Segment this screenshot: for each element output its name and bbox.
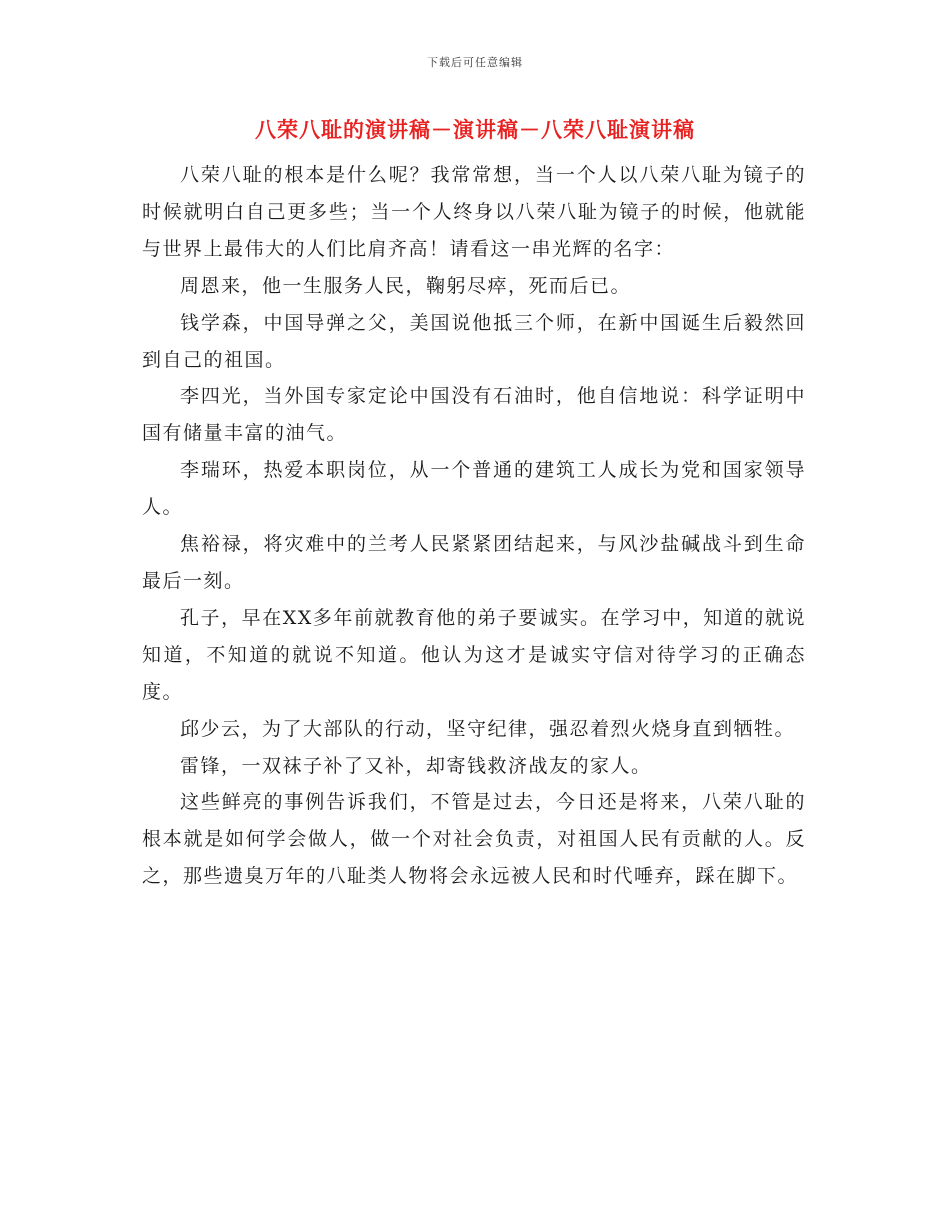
paragraph: 李瑞环，热爱本职岗位，从一个普通的建筑工人成长为党和国家领导人。 xyxy=(142,459,806,519)
paragraph: 焦裕禄，将灾难中的兰考人民紧紧团结起来，与风沙盐碱战斗到生命最后一刻。 xyxy=(142,533,806,592)
paragraph: 周恩来，他一生服务人民，鞠躬尽瘁，死而后已。 xyxy=(180,274,632,297)
paragraph: 这些鲜亮的事例告诉我们，不管是过去，今日还是将来，八荣八耻的根本就是如何学会做人，做一个对社会负责，对祖国人民有贡献的人。反之，那些遗臭万年的八耻类人物将会永远被人民和时代唾弃，踩在脚下。 xyxy=(142,791,806,888)
paragraph: 邱少云，为了大部队的行动，坚守纪律，强忍着烈火烧身直到牺牲。 xyxy=(180,717,796,740)
document-body xyxy=(142,157,806,895)
paragraph: 雷锋，一双袜子补了又补，却寄钱救济战友的家人。 xyxy=(180,754,652,777)
paragraph: 八荣八耻的根本是什么呢？我常常想，当一个人以八荣八耻为镜子的时候就明白自己更多些；当一个人终身以八荣八耻为镜子的时候，他就能与世界上最伟大的人们比肩齐高！请看这一串光辉的名字： xyxy=(142,164,806,260)
header-note: 下载后可任意编辑 xyxy=(427,56,523,69)
document-title: 八荣八耻的演讲稿－演讲稿－八荣八耻演讲稿 xyxy=(255,117,695,142)
paragraph: 孔子，早在XX多年前就教育他的弟子要诚实。在学习中，知道的就说知道，不知道的就说不知道。他认为这才是诚实守信对待学习的正确态度。 xyxy=(142,606,806,703)
paragraph: 李四光，当外国专家定论中国没有石油时，他自信地说：科学证明中国有储量丰富的油气。 xyxy=(142,385,806,445)
paragraph: 钱学森，中国导弹之父，美国说他抵三个师，在新中国诞生后毅然回到自己的祖国。 xyxy=(142,311,806,371)
